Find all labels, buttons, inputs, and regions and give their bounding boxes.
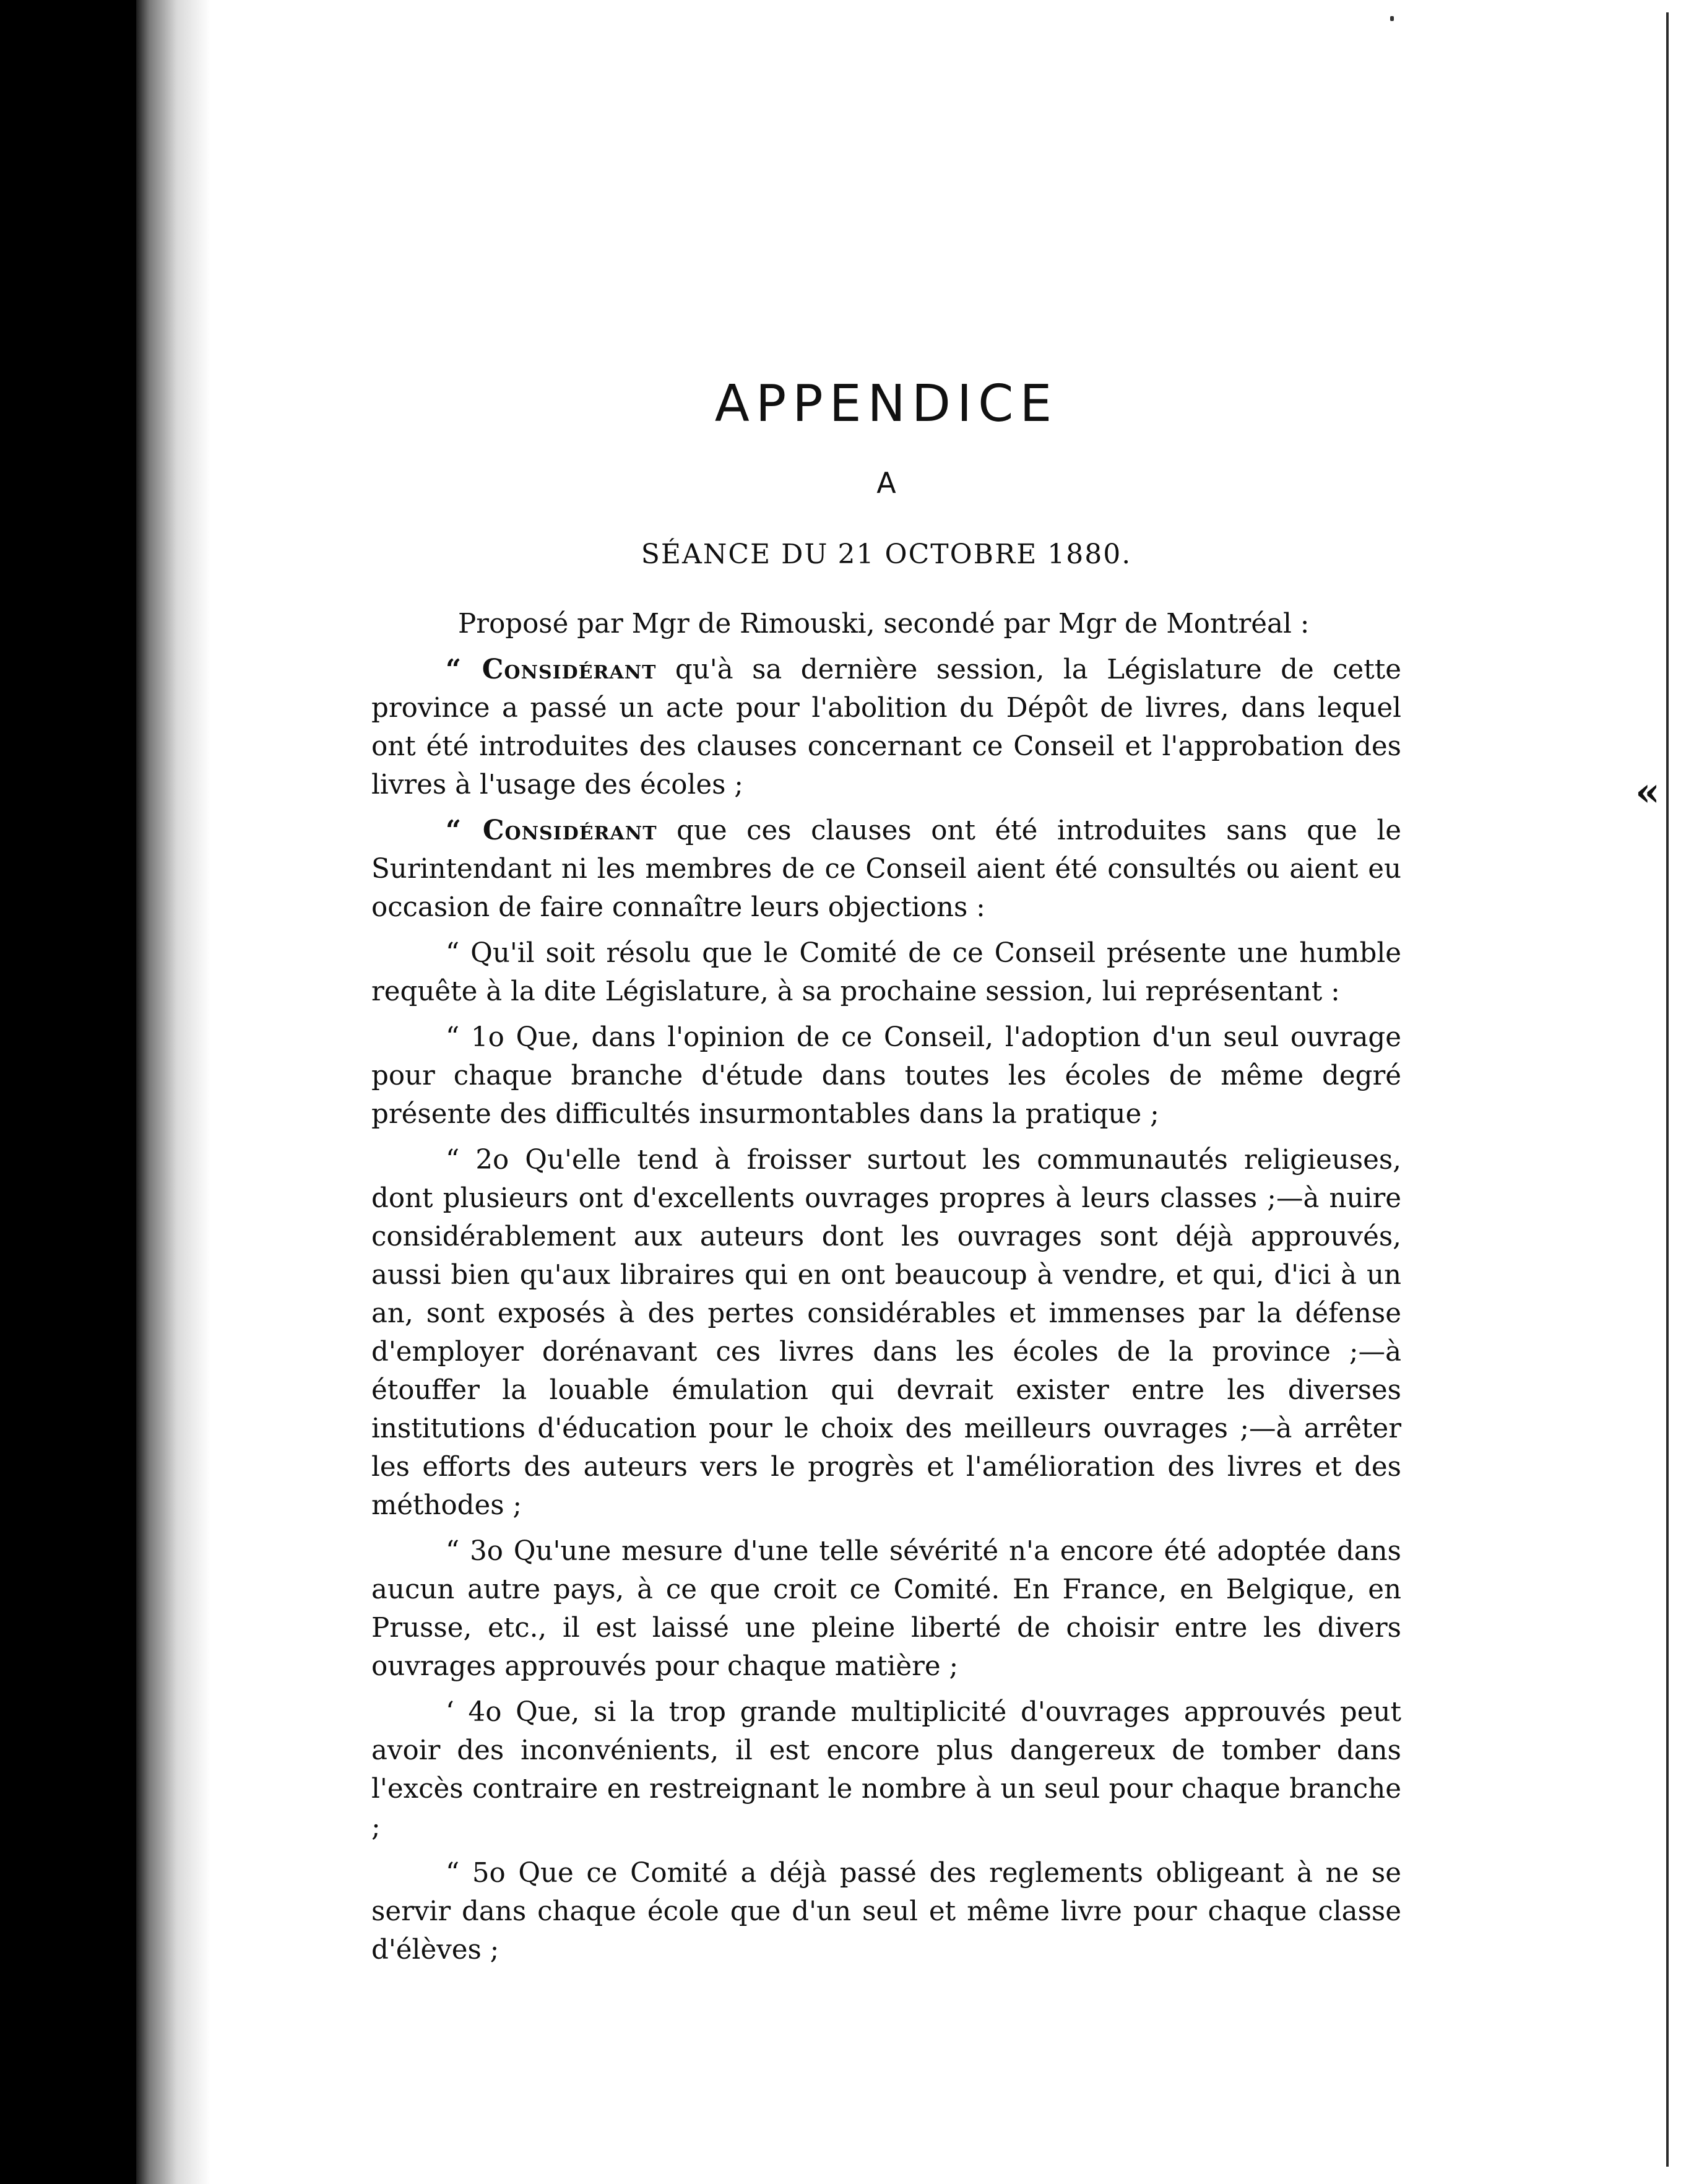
paragraph-considerant-1 (371, 651, 1401, 804)
session-label: SÉANCE DU (641, 538, 829, 570)
scan-speck (1390, 16, 1394, 21)
intro-paragraph: Proposé par Mgr de Rimouski, secondé par Mgr de Montréal : (458, 608, 1310, 639)
page-right-edge (1666, 12, 1669, 2167)
session-heading (371, 539, 1401, 570)
paragraph-text: que ces clauses ont été introduites sans que le Surintendant ni les membres de ce Conseil aient été consultés ou aient eu occasion de faire connaître leurs objections : (371, 815, 1401, 923)
paragraph-lead: “ Considérant (446, 814, 657, 846)
page-title: APPENDICE (714, 375, 1058, 433)
paragraph-point-1: “ 1o Que, dans l'opinion de ce Conseil, l'adoption d'un seul ouvrage pour chaque branche d'étude dans toutes les écoles de même degré présente des difficultés insurmontables dans la pratique ; (371, 1021, 1401, 1130)
appendix-letter: A (876, 466, 896, 500)
paragraph-point-5: “ 5o Que ce Comité a déjà passé des reglements obligeant à ne se servir dans chaque école que d'un seul et même livre pour chaque classe d'élèves ; (371, 1857, 1401, 1965)
edge-mark: « (1635, 769, 1660, 815)
paragraph-text: qu'à sa dernière session, la Législature de cette province a passé un acte pour l'abolition du Dépôt de livres, dans lequel ont été introduites des clauses concernant ce Conseil et l'approbation des livres à l'usage des écoles ; (371, 654, 1401, 800)
session-date: 21 OCTOBRE 1880. (837, 538, 1132, 570)
paragraph-point-4: ‘ 4o Que, si la trop grande multiplicité d'ouvrages approuvés peut avoir des inconvénients, il est encore plus dangereux de tomber dans l'excès contraire en restreignant le nombre à un seul pour chaque branche ; (371, 1696, 1401, 1843)
scan-left-margin (0, 0, 136, 2184)
paragraph-considerant-2 (371, 812, 1401, 927)
page-content (371, 371, 1401, 1977)
paragraph-point-3: “ 3o Qu'une mesure d'une telle sévérité n'a encore été adoptée dans aucun autre pays, à ce que croit ce Comité. En France, en Belgique, en Prusse, etc., il est laissé une pleine liberté de choisir entre les divers ouvrages approuvés pour chaque matière ; (371, 1535, 1401, 1682)
paragraph-point-2: “ 2o Qu'elle tend à froisser surtout les communautés religieuses, dont plusieurs ont d'excellents ouvrages propres à leurs classes ;—à nuire considérablement aux auteurs dont les ouvrages sont déjà approuvés, aussi bien qu'aux libraires qui en ont beaucoup à vendre, et qui, d'ici à un an, sont exposés à des pertes considérables et immenses par la défense d'employer dorénavant ces livres dans les écoles de la province ;—à étouffer la louable émulation qui devrait exister entre les diverses institutions d'éducation pour le choix des meilleurs ouvrages ;—à arrêter les efforts des auteurs vers le progrès et l'amélioration des livres et des méthodes ; (371, 1144, 1401, 1521)
page-gutter-shadow (136, 0, 210, 2184)
paragraph-lead: “ Considérant (446, 653, 657, 685)
paragraph-resolution: “ Qu'il soit résolu que le Comité de ce Conseil présente une humble requête à la dite Législature, à sa prochaine session, lui représentant : (371, 937, 1401, 1007)
